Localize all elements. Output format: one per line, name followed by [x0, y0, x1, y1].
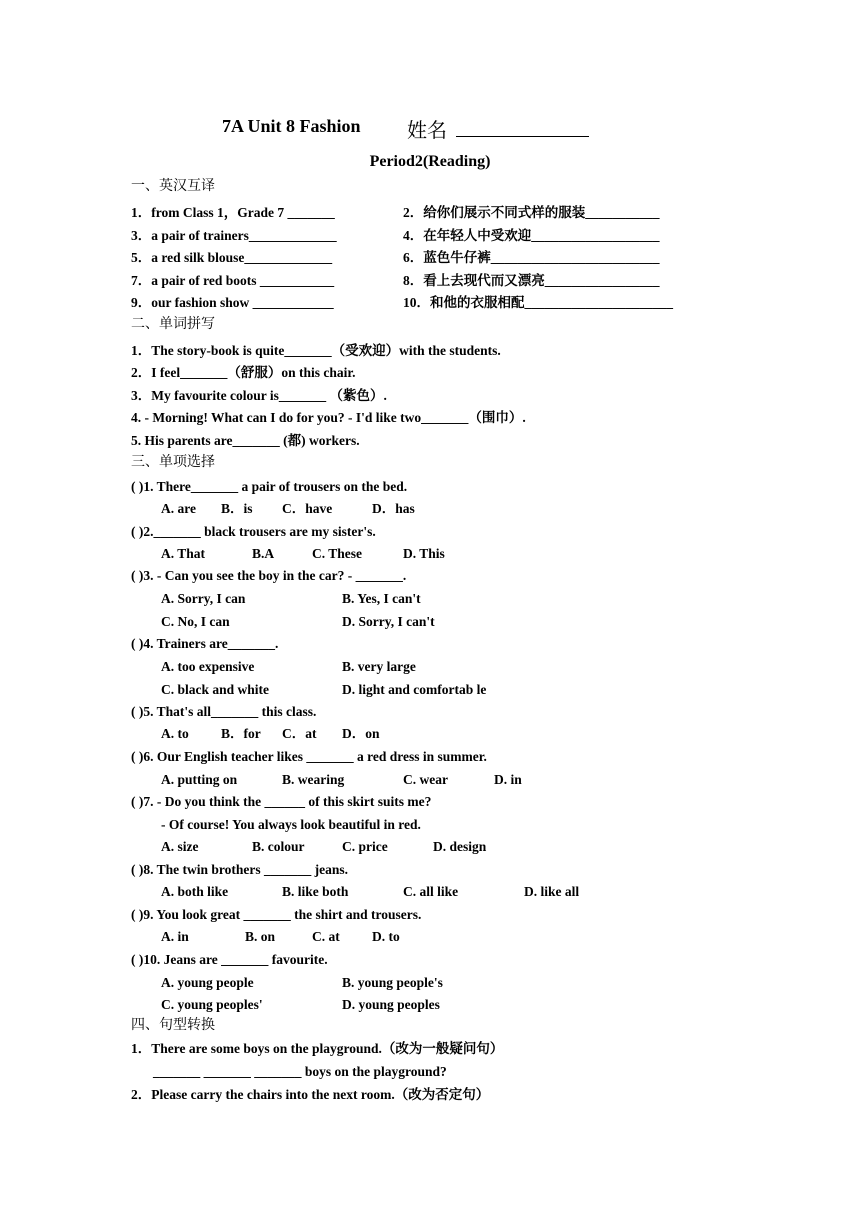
option-b: B．is [221, 501, 253, 516]
translation-item: 10．和他的衣服相配______________________ [403, 295, 673, 310]
section3-heading: 三、单项选择 [131, 455, 215, 470]
option-a: A. too expensive [161, 659, 255, 674]
option-a: A. to [161, 726, 189, 741]
option-d: D．has [372, 501, 415, 516]
option-a: A. in [161, 929, 189, 944]
option-b: B. like both [282, 884, 349, 899]
option-b: B．for [221, 726, 261, 741]
option-d: D. young peoples [342, 997, 440, 1012]
option-a: A. Sorry, I can [161, 591, 246, 606]
section4-heading: 四、句型转换 [131, 1018, 215, 1033]
question-stem: ( )7. - Do you think the ______ of this skirt suits me? [131, 794, 432, 809]
option-d: D. to [372, 929, 400, 944]
transform-item: 1．There are some boys on the playground.（改为一般疑问句） [131, 1041, 504, 1056]
option-b: B. Yes, I can't [342, 591, 421, 606]
spelling-item: 4. - Morning! What can I do for you? - I'd like two_______（围巾）. [131, 410, 526, 425]
option-c: C. No, I can [161, 614, 230, 629]
question-stem: ( )2._______ black trousers are my sister's. [131, 524, 376, 539]
option-c: C. at [312, 929, 340, 944]
option-a: A. That [161, 546, 206, 561]
question-stem: ( )8. The twin brothers _______ jeans. [131, 862, 349, 877]
option-d: D. Sorry, I can't [342, 614, 435, 629]
option-b: B. on [245, 929, 276, 944]
option-d: D. in [494, 772, 522, 787]
translation-item: 8．看上去现代而又漂亮_________________ [403, 273, 660, 288]
translation-item: 5．a red silk blouse_____________ [131, 250, 333, 265]
option-c: C．at [282, 726, 317, 741]
translation-item: 7．a pair of red boots ___________ [131, 273, 335, 288]
translation-item: 2．给你们展示不同式样的服装___________ [403, 205, 660, 220]
option-b: B. young people's [342, 975, 443, 990]
period-subtitle: Period2(Reading) [369, 153, 491, 170]
option-a: A. putting on [161, 772, 238, 787]
question-stem: ( )9. You look great _______ the shirt and trousers. [131, 907, 422, 922]
option-d: D. like all [524, 884, 580, 899]
option-b: B. very large [342, 659, 416, 674]
option-c: C. wear [403, 772, 448, 787]
option-c: C．have [282, 501, 333, 516]
option-c: C. price [342, 839, 388, 854]
section2-heading: 二、单词拼写 [131, 317, 215, 332]
option-c: C. all like [403, 884, 459, 899]
question-stem: ( )4. Trainers are_______. [131, 636, 279, 651]
translation-item: 1．from Class 1，Grade 7 _______ [131, 205, 335, 220]
question-stem: ( )3. - Can you see the boy in the car? - _______. [131, 568, 407, 583]
option-b: B.A [252, 546, 275, 561]
translation-item: 4．在年轻人中受欢迎___________________ [403, 228, 660, 243]
question-stem-reply: - Of course! You always look beautiful in red. [161, 817, 421, 832]
question-stem: ( )1. There_______ a pair of trousers on the bed. [131, 479, 408, 494]
worksheet-title: 7A Unit 8 Fashion [222, 116, 361, 136]
option-c: C. black and white [161, 682, 270, 697]
option-d: D. design [433, 839, 487, 854]
option-a: A. both like [161, 884, 229, 899]
translation-item: 6．蓝色牛仔裤_________________________ [403, 250, 660, 265]
option-a: A. young people [161, 975, 254, 990]
transform-item: 2．Please carry the chairs into the next room.（改为否定句） [131, 1087, 490, 1102]
spelling-item: 5. His parents are_______ (都) workers. [131, 433, 360, 448]
spelling-item: 2．I feel_______（舒服）on this chair. [131, 365, 356, 380]
option-a: A. size [161, 839, 199, 854]
option-b: B. wearing [282, 772, 345, 787]
question-stem: ( )5. That's all_______ this class. [131, 704, 317, 719]
transform-answer-line: _______ _______ _______ boys on the playground? [153, 1064, 447, 1079]
spelling-item: 1．The story-book is quite_______（受欢迎）with the students. [131, 343, 501, 358]
spelling-item: 3．My favourite colour is_______ （紫色）. [131, 388, 387, 403]
option-d: D．on [342, 726, 380, 741]
option-c: C. These [312, 546, 363, 561]
translation-item: 3．a pair of trainers_____________ [131, 228, 337, 243]
name-label: 姓名 [407, 120, 447, 142]
option-c: C. young peoples' [161, 997, 263, 1012]
option-b: B. colour [252, 839, 305, 854]
option-a: A. are [161, 501, 196, 516]
question-stem: ( )10. Jeans are _______ favourite. [131, 952, 328, 967]
name-blank-line[interactable] [456, 136, 589, 137]
question-stem: ( )6. Our English teacher likes _______ a red dress in summer. [131, 749, 487, 764]
option-d: D. light and comfortab le [342, 682, 487, 697]
section1-heading: 一、英汉互译 [131, 179, 215, 194]
option-d: D. This [403, 546, 445, 561]
translation-item: 9．our fashion show ____________ [131, 295, 334, 310]
